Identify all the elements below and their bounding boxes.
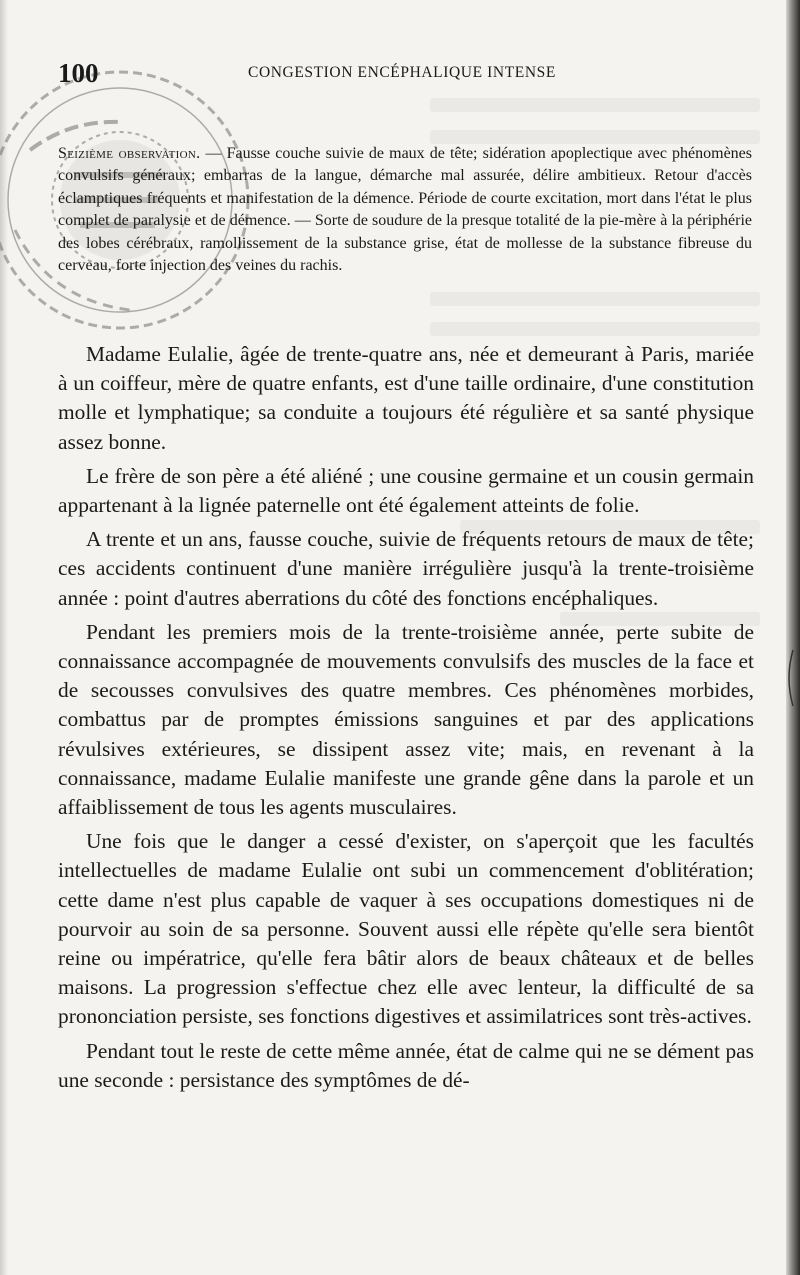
running-title: CONGESTION ENCÉPHALIQUE INTENSE [248,64,556,81]
observation-heading: Seizième observation. [58,145,201,162]
bleed-through [430,98,760,112]
paragraph: A trente et un ans, fausse couche, suivie de fréquents retours de maux de tête; ces accidents continuent d'une manière irrégulière jusqu'à la trente-troisième année : point d'autres aberrations du côté des fonctions encéphaliques. [58,527,754,610]
paragraph: Madame Eulalie, âgée de trente-quatre ans, née et demeurant à Paris, mariée à un coiffeur, mère de quatre enfants, est d'une taille ordinaire, d'une constitution molle et lymphatique; sa conduite a toujours été régulière et sa santé physique assez bonne. [58,342,754,454]
bleed-through [430,292,760,306]
observation-summary [58,143,752,277]
paragraph: Pendant les premiers mois de la trente-troisième année, perte subite de connaissance accompagnée de mouvements convulsifs des muscles de la face et de secousses convulsives des quatre membres. Ces phénomènes morbides, combattus par de promptes émissions sanguines et par des applications révulsives extérieures, se dissipent assez vite; mais, en revenant à la connaissance, madame Eulalie manifeste une grande gêne dans la parole et un affaiblissement de tous les agents musculaires. [58,619,754,820]
bleed-through [430,322,760,336]
paragraph: Une fois que le danger a cessé d'exister, on s'aperçoit que les facultés intellectuelles de madame Eulalie ont subi un commencement d'oblitération; cette dame n'est plus capable de vaquer à ses occupations domestiques ni de pourvoir au soin de sa personne. Souvent aussi elle répète qu'elle sera bientôt reine ou impératrice, qu'elle fera bâtir alors de beaux châteaux et de belles maisons. La progression s'effectue chez elle avec lenteur, la difficulté de sa prononciation persiste, ses fonctions digestives et assimilatrices sont très-actives. [58,829,754,1029]
page-number: 100 [58,58,99,88]
margin-bracket-mark [784,648,794,708]
page-header [58,58,758,88]
body-text [58,340,754,1095]
paragraph: Pendant tout le reste de cette même année, état de calme qui ne se dément pas une seconde : persistance des symptômes de dé- [58,1038,754,1092]
observation-summary-text: — Fausse couche suivie de maux de tête; sidération apoplectique avec phénomènes convulsifs généraux; embarras de la langue, démarche mal assurée, délire ambitieux. Retour d'accès éclamptiques fréquents et manifestation de la démence. Période de courte excitation, mort dans l'état le plus complet de paralysie et de démence. — Sorte de soudure de la presque totalité de la pie-mère à la périphérie des lobes cérébraux, ramollissement de la substance grise, état de mollesse de la substance fibreuse du cerveau, forte injection des veines du rachis. [58,145,752,275]
scan-right-edge [786,0,800,1275]
bleed-through [430,130,760,144]
paragraph: Le frère de son père a été aliéné ; une cousine germaine et un cousin germain appartenant à la lignée paternelle ont été également atteints de folie. [58,463,754,518]
